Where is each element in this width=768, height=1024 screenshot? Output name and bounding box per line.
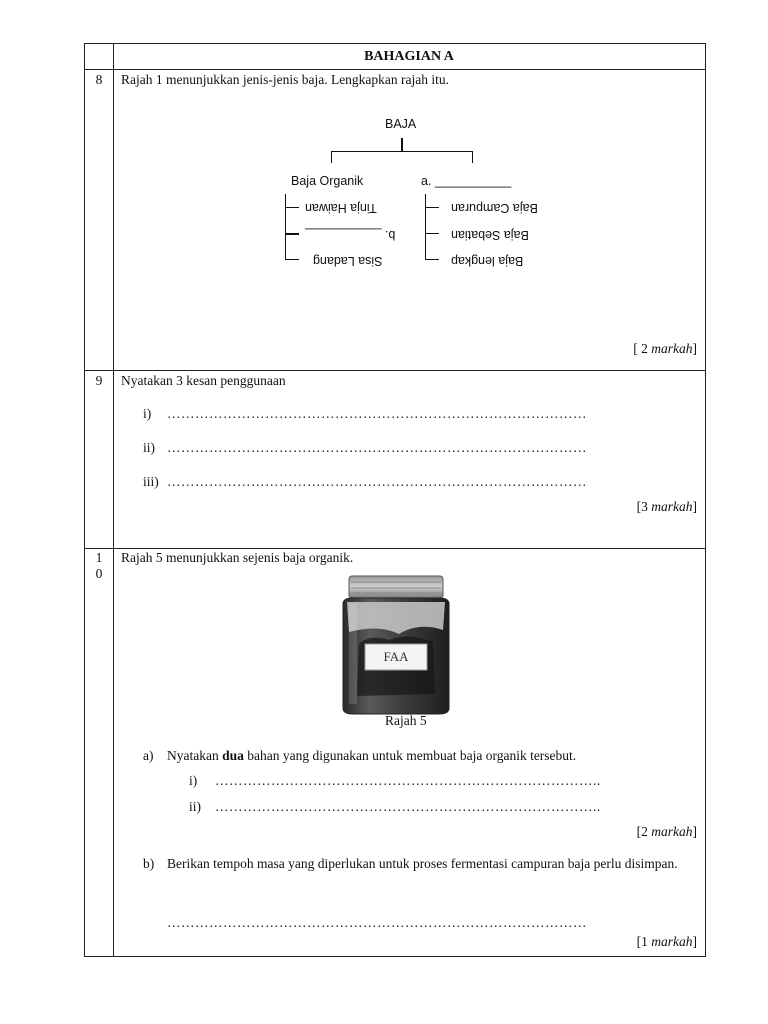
diagram-root-stem — [401, 138, 403, 152]
section-title: BAHAGIAN A — [364, 49, 454, 64]
q8-divider — [85, 370, 705, 371]
q10a-answer-line[interactable]: ……………………………………………………………………….. — [215, 799, 601, 814]
q9-answer-label: ii) — [143, 440, 155, 455]
q8-marks: [ 2 markah] — [633, 341, 697, 356]
diagram-left-tick-1 — [285, 207, 299, 208]
diagram-right-item: Baja Sebatian — [451, 228, 529, 242]
fertilizer-diagram — [255, 108, 555, 278]
q10a-answer-label: i) — [189, 773, 198, 788]
q10b-answer-line[interactable]: ……………………………………………………………………………… — [167, 915, 587, 930]
q10-number: 1 0 — [95, 550, 103, 581]
diagram-left-tick-3 — [285, 259, 299, 260]
diagram-left-drop — [331, 151, 332, 163]
q9-answer-label: i) — [143, 406, 152, 421]
diagram-right-tick-2 — [425, 233, 439, 234]
diagram-root: BAJA — [385, 117, 417, 131]
figure-caption: Rajah 5 — [385, 713, 427, 728]
diagram-left-item: Tinja Haiwan — [305, 201, 377, 215]
diagram-right-drop — [472, 151, 473, 163]
q9-answer-line[interactable]: ……………………………………………………………………………… — [167, 474, 587, 489]
q9-divider — [85, 548, 705, 549]
diagram-left-item: Sisa Ladang — [313, 254, 383, 268]
q10a-label: a) — [143, 748, 154, 763]
q10a-answer-label: ii) — [189, 799, 201, 814]
q9-prompt: Nyatakan 3 kesan penggunaan — [121, 373, 286, 388]
faa-jar-image — [339, 574, 453, 716]
q9-marks: [3 markah] — [636, 499, 697, 514]
diagram-right-item: Baja Campuran — [451, 201, 538, 215]
q8-number: 8 — [95, 72, 103, 87]
jar-label: FAA — [383, 649, 409, 664]
q10a-answer-line[interactable]: ……………………………………………………………………….. — [215, 773, 601, 788]
diagram-right-item: Baja lengkap — [451, 254, 524, 268]
diagram-right-tick-3 — [425, 259, 439, 260]
diagram-left-item: b. ___________ — [305, 228, 396, 242]
exam-table — [84, 43, 706, 957]
jar-illustration — [339, 574, 453, 716]
q10a-prompt: Nyatakan dua bahan yang digunakan untuk membuat baja organik tersebut. — [167, 748, 577, 763]
q10b-label: b) — [143, 856, 155, 871]
q9-number: 9 — [95, 373, 103, 388]
q10b-marks: [1 markah] — [636, 934, 697, 949]
diagram-right-bracket — [425, 194, 426, 260]
diagram-left-branch: Baja Organik — [291, 174, 364, 188]
diagram-left-tick-2 — [285, 233, 299, 235]
q8-prompt: Rajah 1 menunjukkan jenis-jenis baja. Lengkapkan rajah itu. — [121, 72, 450, 87]
q9-answer-line[interactable]: ……………………………………………………………………………… — [167, 440, 587, 455]
diagram-crossbar — [331, 151, 473, 152]
number-column-divider — [113, 44, 114, 956]
diagram-left-bracket — [285, 194, 286, 260]
diagram-right-tick-1 — [425, 207, 439, 208]
q10b-prompt: Berikan tempoh masa yang diperlukan untuk proses fermentasi campuran baja perlu disimpan. — [167, 856, 678, 871]
diagram-right-branch: a. ___________ — [421, 174, 512, 188]
q10a-marks: [2 markah] — [636, 824, 697, 839]
header-divider — [85, 69, 705, 70]
q9-answer-line[interactable]: ……………………………………………………………………………… — [167, 406, 587, 421]
q10-prompt: Rajah 5 menunjukkan sejenis baja organik. — [121, 550, 354, 565]
q9-answer-label: iii) — [143, 474, 159, 489]
